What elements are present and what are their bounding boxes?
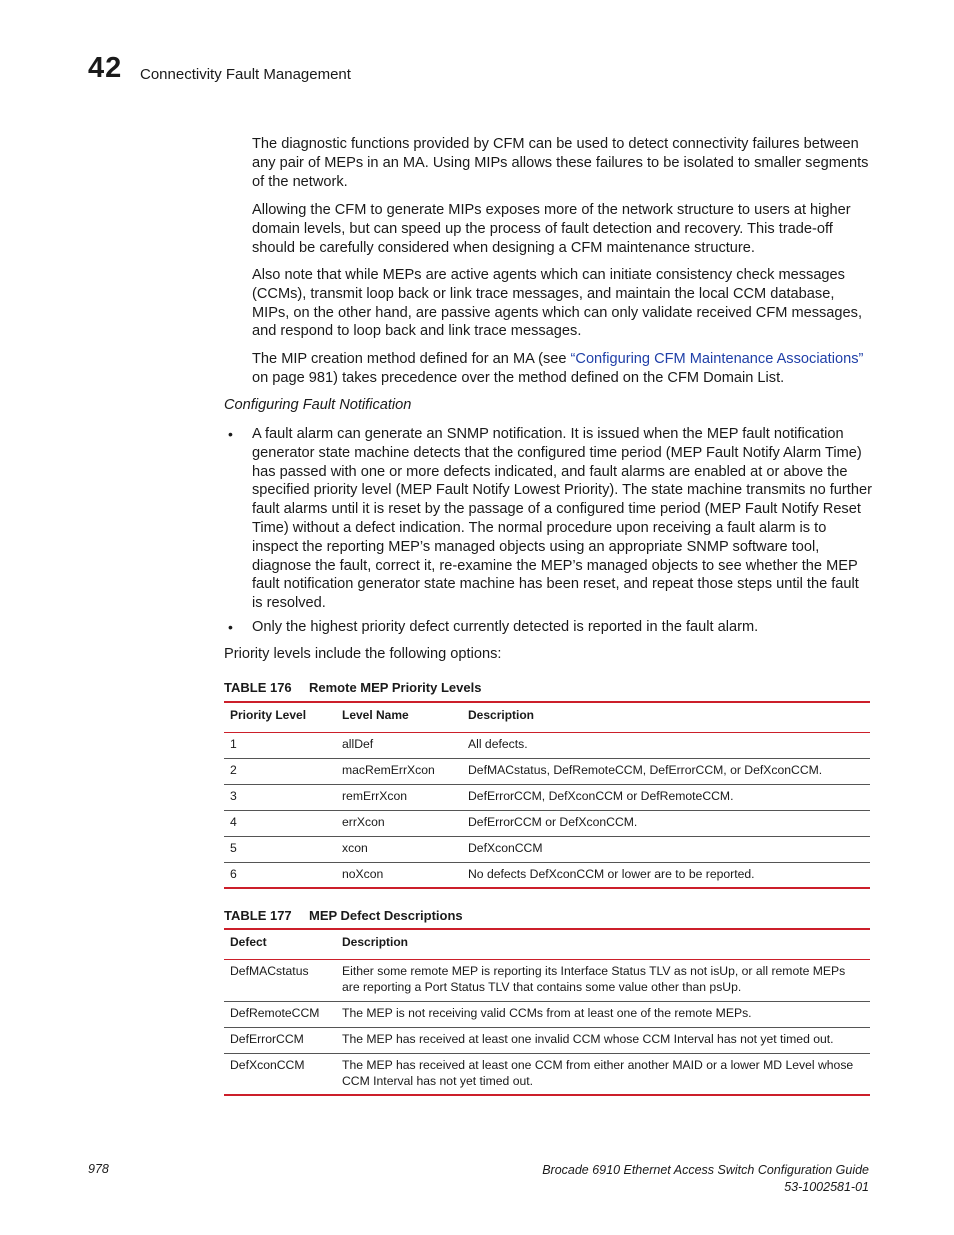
table-row — [224, 732, 870, 758]
bullet-item-fault-alarm — [252, 425, 872, 613]
table-cell: allDef — [336, 732, 462, 758]
table-cell: 3 — [224, 784, 336, 810]
paragraph-mips — [252, 201, 872, 257]
bullet-item-highest-priority — [252, 618, 872, 637]
table-cell: DefRemoteCCM — [224, 1001, 336, 1027]
paragraph-meps-agents — [252, 266, 872, 341]
column-header: Level Name — [336, 702, 462, 732]
table-cell: 6 — [224, 862, 336, 888]
bullet-icon: • — [228, 426, 233, 442]
table-row — [224, 862, 870, 888]
guide-title: Brocade 6910 Ethernet Access Switch Configuration Guide — [542, 1163, 869, 1177]
table-title: Remote MEP Priority Levels — [309, 680, 482, 695]
paragraph-mip-creation — [252, 350, 872, 388]
table-row — [224, 1053, 870, 1095]
table-cell: DefXconCCM — [224, 1053, 336, 1095]
column-header: Description — [336, 929, 870, 959]
chapter-title: Connectivity Fault Management — [140, 66, 351, 83]
paragraph-text: Also note that while MEPs are active agents which can initiate consistency check messages (CCMs), transmit loop back or link trace messages, and maintain the local CCM database, MIPs, on the other hand, are passive agents which can only validate received CFM messages, and respond to loop back and link trace messages. — [252, 267, 863, 340]
table-cell: DefErrorCCM — [224, 1027, 336, 1053]
table-row — [224, 758, 870, 784]
table-cell: DefMACstatus — [224, 959, 336, 1001]
table-176-caption — [224, 680, 482, 695]
table-177-caption — [224, 908, 463, 923]
table-cell: No defects DefXconCCM or lower are to be reported. — [462, 862, 870, 888]
table-cell: All defects. — [462, 732, 870, 758]
column-header: Defect — [224, 929, 336, 959]
table-row — [224, 784, 870, 810]
table-row — [224, 1001, 870, 1027]
paragraph-text: The diagnostic functions provided by CFM can be used to detect connectivity failures between any pair of MEPs in an MA. Using MIPs allows these failures to be isolated to smaller segments of the network. — [252, 136, 869, 190]
bullet-icon: • — [228, 619, 233, 635]
cfm-maintenance-associations-link[interactable]: “Configuring CFM Maintenance Associations” — [570, 351, 864, 367]
table-row — [224, 836, 870, 862]
table-cell: 2 — [224, 758, 336, 784]
table-cell: errXcon — [336, 810, 462, 836]
table-label: TABLE 176 — [224, 680, 292, 695]
table-cell: 4 — [224, 810, 336, 836]
table-cell: macRemErrXcon — [336, 758, 462, 784]
footer-guide-info — [542, 1162, 869, 1196]
paragraph-diagnostic — [252, 135, 872, 191]
doc-number: 53-1002581-01 — [784, 1180, 869, 1194]
table-cell: noXcon — [336, 862, 462, 888]
table-cell: The MEP has received at least one invalid CCM whose CCM Interval has not yet timed out. — [336, 1027, 870, 1053]
table-remote-mep-priority-levels — [224, 701, 870, 889]
table-cell: The MEP is not receiving valid CCMs from at least one of the remote MEPs. — [336, 1001, 870, 1027]
table-cell: 1 — [224, 732, 336, 758]
table-header-row — [224, 929, 870, 959]
section-subheading: Configuring Fault Notification — [224, 397, 412, 413]
paragraph-text: Allowing the CFM to generate MIPs exposes more of the network structure to users at higher domain levels, but can speed up the process of fault detection and recovery. This trade-off should be carefully considered when designing a CFM maintenance structure. — [252, 202, 851, 256]
table-header-row — [224, 702, 870, 732]
chapter-number: 42 — [88, 52, 123, 84]
priority-intro: Priority levels include the following options: — [224, 646, 502, 662]
table-cell: DefErrorCCM or DefXconCCM. — [462, 810, 870, 836]
paragraph-text: on page 981) takes precedence over the method defined on the CFM Domain List. — [252, 369, 785, 386]
table-cell: DefErrorCCM, DefXconCCM or DefRemoteCCM. — [462, 784, 870, 810]
table-mep-defect-descriptions — [224, 928, 870, 1096]
table-row — [224, 959, 870, 1001]
column-header: Priority Level — [224, 702, 336, 732]
bullet-text: Only the highest priority defect currently detected is reported in the fault alarm. — [252, 619, 759, 635]
table-cell: DefXconCCM — [462, 836, 870, 862]
table-label: TABLE 177 — [224, 908, 292, 923]
column-header: Description — [462, 702, 870, 732]
table-cell: remErrXcon — [336, 784, 462, 810]
table-row — [224, 810, 870, 836]
table-row — [224, 1027, 870, 1053]
bullet-text: A fault alarm can generate an SNMP notification. It is issued when the MEP fault notification generator state machine detects that the configured time period (MEP Fault Notify Alarm Time) has passed with one or more defects indicated, and fault alarms are enabled at or above the specified priority level (MEP Fault Notify Lowest Priority). The state machine transmits no further fault alarms until it is reset by the passage of a configured time period (MEP Fault Notify Reset Time) without a defect indication. The normal procedure upon receiving a fault alarm is to inspect the reporting MEP’s managed objects using an appropriate SNMP software tool, diagnose the fault, correct it, re-examine the MEP’s managed objects to see whether the MEP fault notification generator state machine has been reset, and repeat those steps until the fault is resolved. — [252, 426, 872, 612]
paragraph-text: The MIP creation method defined for an MA (see — [252, 351, 571, 367]
table-cell: xcon — [336, 836, 462, 862]
table-title: MEP Defect Descriptions — [309, 908, 463, 923]
page-number: 978 — [88, 1162, 109, 1176]
table-cell: DefMACstatus, DefRemoteCCM, DefErrorCCM, or DefXconCCM. — [462, 758, 870, 784]
table-cell: Either some remote MEP is reporting its Interface Status TLV as not isUp, or all remote MEPs are reporting a Port Status TLV that contains some value other than psUp. — [336, 959, 870, 1001]
table-cell: 5 — [224, 836, 336, 862]
table-cell: The MEP has received at least one CCM from either another MAID or a lower MD Level whose CCM Interval has not yet timed out. — [336, 1053, 870, 1095]
